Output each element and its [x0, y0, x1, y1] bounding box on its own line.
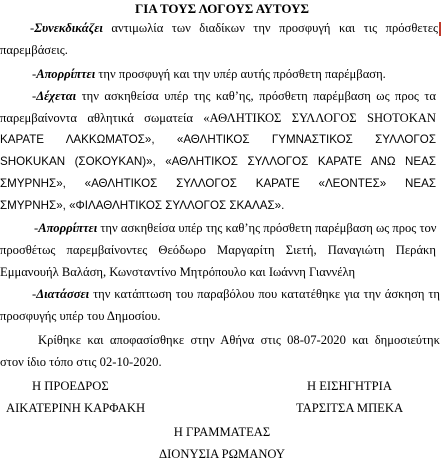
paragraph-6-line-2: στον ίδιο τόπο στις 02-10-2020. [0, 355, 162, 369]
paragraph-3-line-6: ΣΜΥΡΝΗΣ», «ΦΙΛΑΘΛΗΤΙΚΟΣ ΣΥΛΛΟΓΟΣ ΣΚΑΛΑΣ». [0, 199, 285, 212]
edit-marker [439, 22, 441, 36]
paragraph-5-line-2: προσφυγής υπέρ του Δημοσίου. [0, 309, 161, 323]
secretary-role: Η ΓΡΑΜΜΑΤΕΑΣ [173, 425, 271, 439]
paragraph-4-line-3: Εμμανουήλ Βαλάση, Κωνσταντίνο Μητρόπουλο και Ιωάννη Γιαννέλη [0, 265, 356, 279]
paragraph-3-line-1: -Δέχεται την ασκηθείσα υπέρ της καθ’ης, πρόσθετη παρέμβαση ως προς τα [32, 89, 436, 103]
paragraph-3-line-3: ΚΑΡΑΤΕ ΛΑΚΚΩΜΑΤΟΣ», «ΑΘΛΗΤΙΚΟΣ ΓΥΜΝΑΣΤΙΚΟΣ ΣΥΛΛΟΓΟΣ [0, 133, 436, 146]
paragraph-3-line-5: ΣΜΥΡΝΗΣ», «ΑΘΛΗΤΙΚΟΣ ΣΥΛΛΟΓΟΣ ΚΑΡΑΤΕ «ΛΕΟΝΤΕΣ» ΝΕΑΣ [0, 177, 436, 190]
secretary-name: ΔΙΟΝΥΣΙΑ ΡΩΜΑΝΟΥ [159, 447, 285, 461]
paragraph-1-line-2: παρεμβάσεις. [0, 43, 68, 57]
president-name: ΑΙΚΑΤΕΡΙΝΗ ΚΑΡΦΑΚΗ [6, 401, 146, 415]
rapporteur-name: ΤΑΡΣΙΤΣΑ ΜΠΕΚΑ [296, 401, 404, 415]
paragraph-5-line-1: -Διατάσσει την κατάπτωση του παραβόλου που κατατέθηκε για την άσκηση τη [32, 287, 440, 301]
verb-aporriptei-1: Απορρίπτει [36, 67, 96, 81]
verb-synekdikazei: Συνεκδικάζει [34, 21, 103, 35]
paragraph-3-line-4: SHOKUKAN (ΣΟΚΟΥΚΑΝ)», «ΑΘΛΗΤΙΚΟΣ ΣΥΛΛΟΓΟΣ ΚΑΡΑΤΕ ΑΝΩ ΝΕΑΣ [0, 155, 436, 168]
paragraph-4-line-1: -Απορρίπτει την ασκηθείσα υπέρ της καθ’ης πρόσθετη παρέμβαση ως προς τον [34, 221, 437, 235]
paragraph-6-line-1: Κρίθηκε και αποφασίσθηκε στην Αθήνα στις 08-07-2020 και δημοσιεύτηκ [38, 333, 440, 347]
president-role: Η ΠΡΟΕΔΡΟΣ [32, 379, 109, 393]
paragraph-4-line-2: προσθέτως παρεμβαίνοντες Θεόδωρο Μαργαρίτη Σιετή, Παναγιώτη Περάκη [0, 243, 436, 257]
paragraph-3-line-2: παρεμβαίνοντα αθλητικά σωματεία «ΑΘΛΗΤΙΚΟΣ ΣΥΛΛΟΓΟΣ SHOTOKAN [0, 111, 436, 125]
document-title: ΓΙΑ ΤΟΥΣ ΛΟΓΟΥΣ ΑΥΤΟΥΣ [134, 1, 309, 16]
rapporteur-role: Η ΕΙΣΗΓΗΤΡΙΑ [307, 379, 392, 393]
verb-dechetai: Δέχεται [36, 89, 77, 103]
paragraph-1-line-1: -Συνεκδικάζει αντιμωλία των διαδίκων την προσφυγή και τις πρόσθετες [30, 21, 438, 35]
verb-diatassei: Διατάσσει [36, 287, 90, 301]
paragraph-2-line-1: -Απορρίπτει την προσφυγή και την υπέρ αυτής πρόσθετη παρέμβαση. [32, 67, 386, 81]
verb-aporriptei-2: Απορρίπτει [38, 221, 98, 235]
